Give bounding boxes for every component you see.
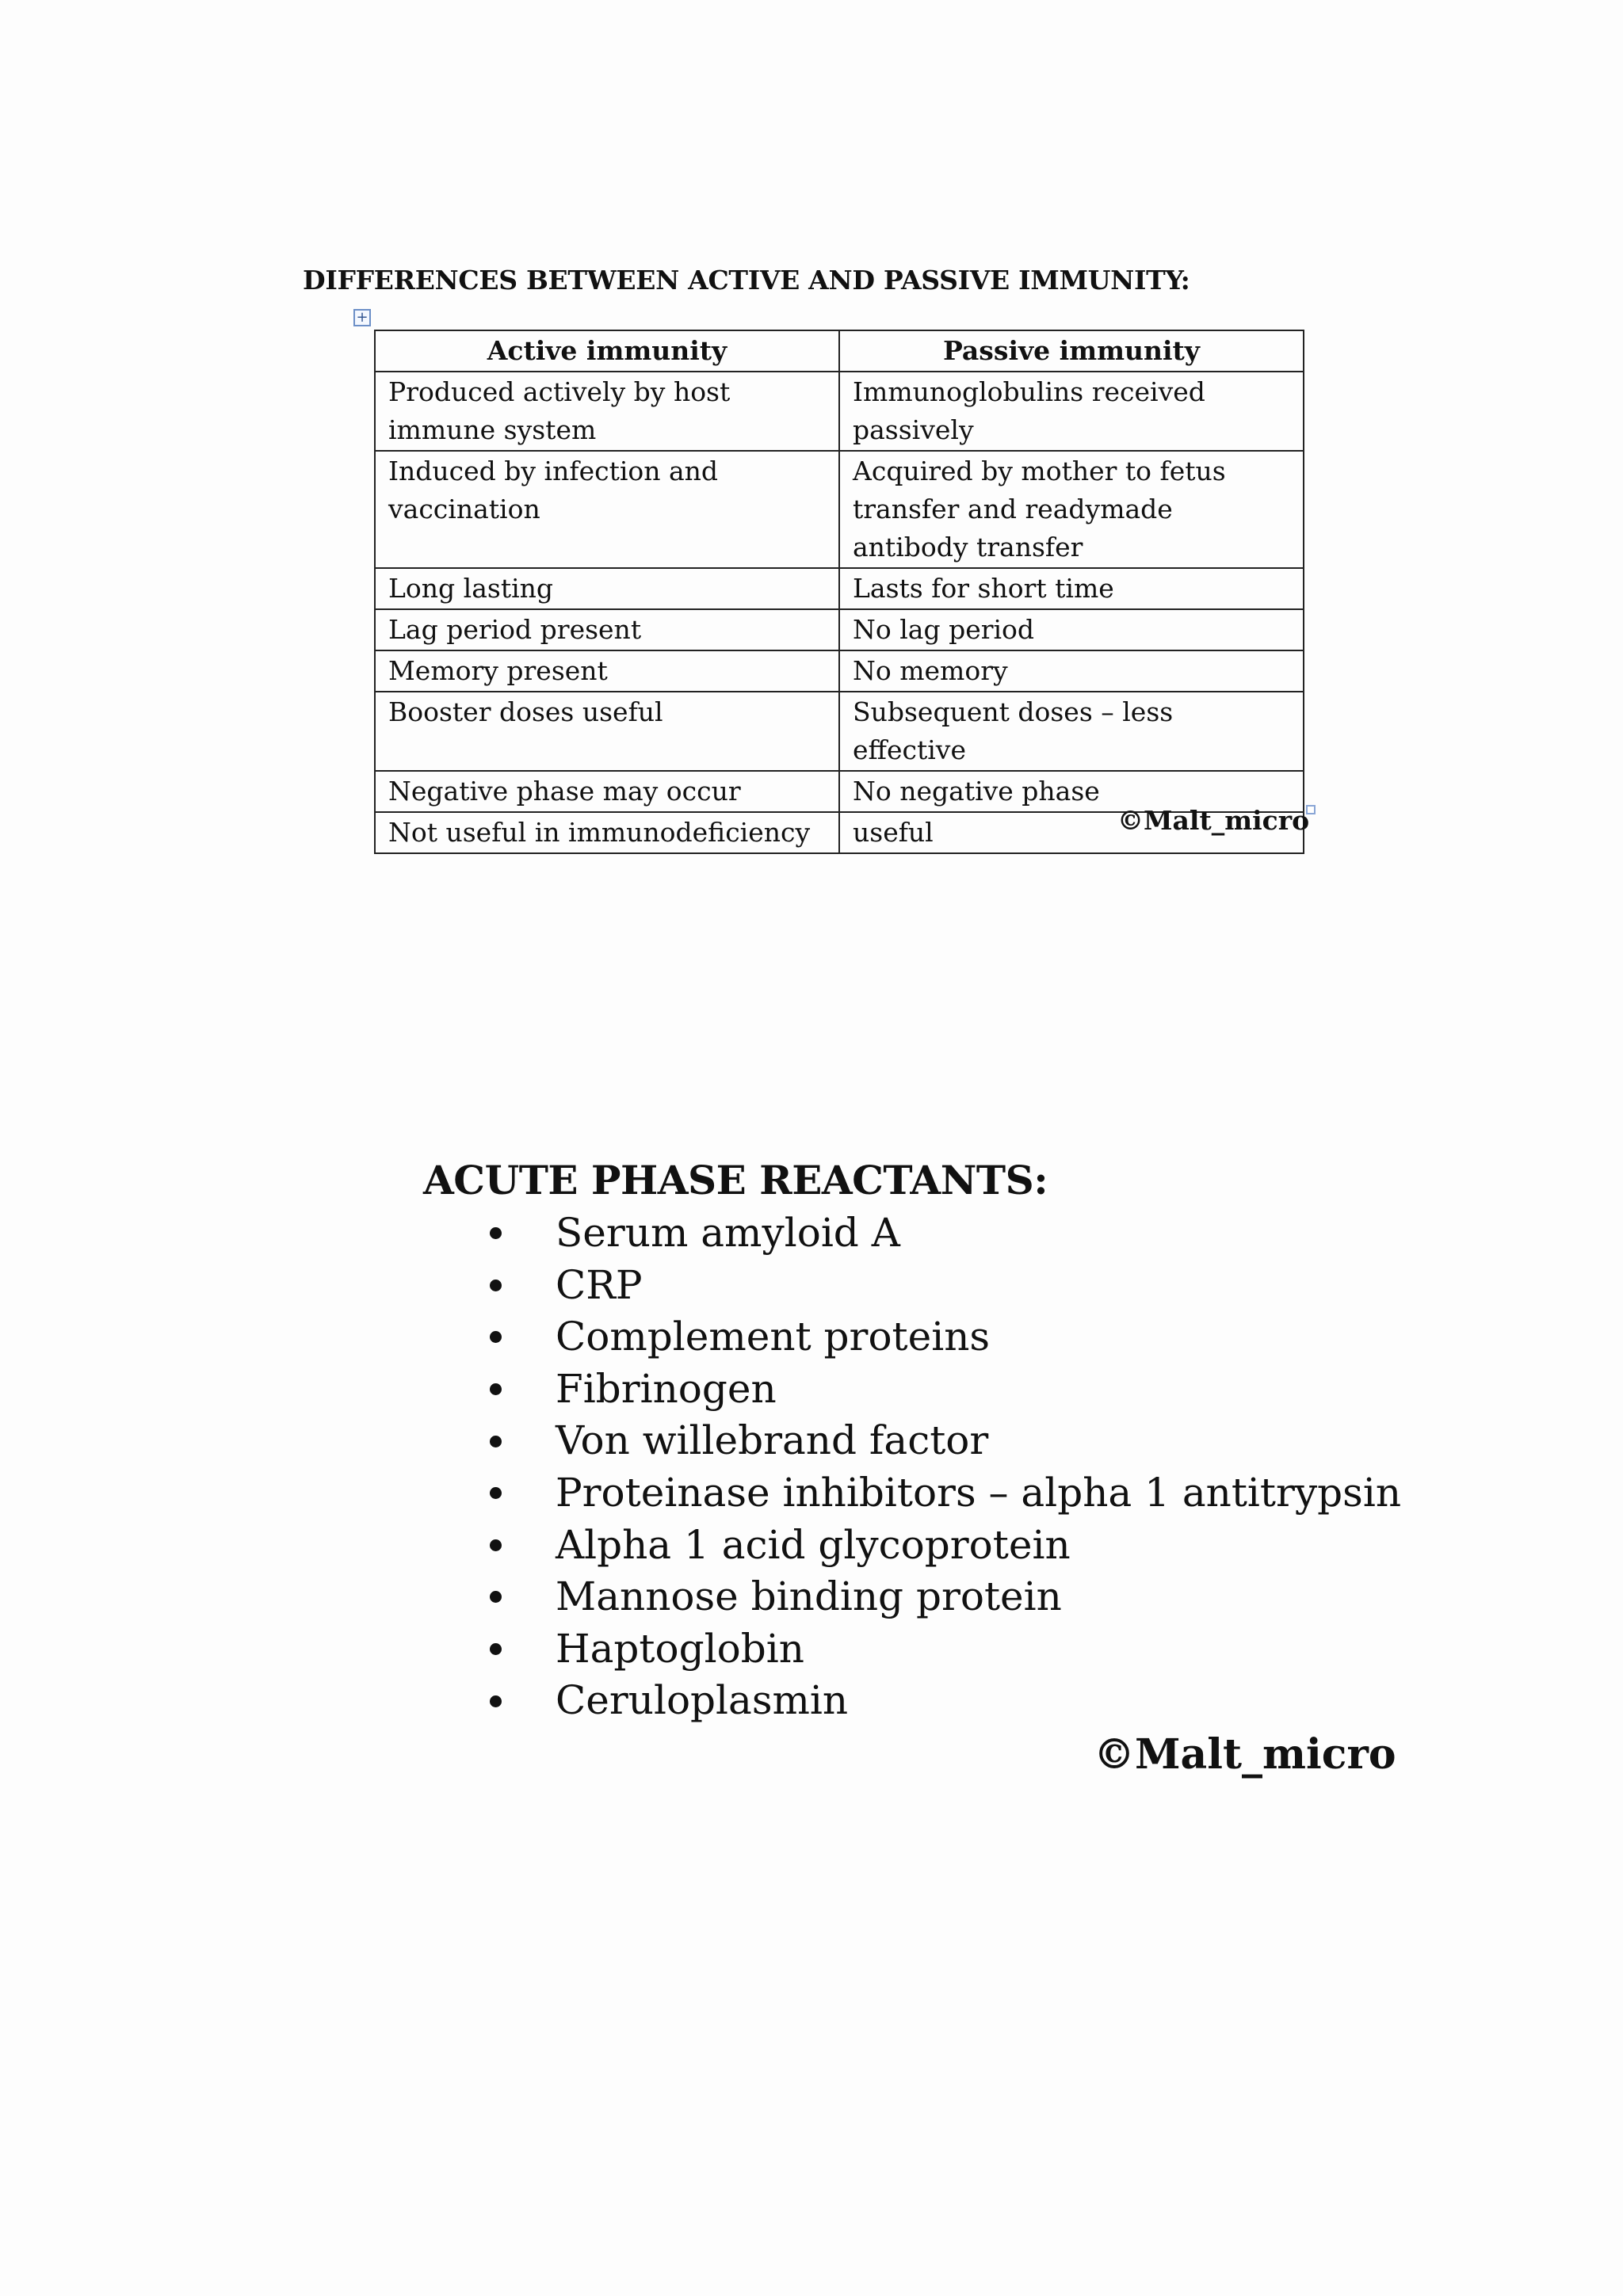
move-cross-icon[interactable]: + — [353, 309, 371, 326]
list-item: Complement proteins — [483, 1311, 1401, 1363]
bullet-icon — [490, 1643, 502, 1655]
acute-phase-list — [483, 1207, 1401, 1727]
bullet-icon — [490, 1383, 502, 1395]
table-header-row — [375, 330, 1304, 372]
table-row — [375, 372, 1304, 451]
table-cell: Booster doses useful — [375, 692, 839, 771]
table-cell: Acquired by mother to fetus transfer and readymade antibody transfer — [839, 451, 1304, 568]
table-cell: Induced by infection and vaccination — [375, 451, 839, 568]
bullet-icon — [490, 1331, 502, 1343]
bullet-icon — [490, 1539, 502, 1551]
bullet-icon — [490, 1227, 502, 1239]
table-row — [375, 609, 1304, 650]
table-cell: Lasts for short time — [839, 568, 1304, 609]
list-item: Von willebrand factor — [483, 1415, 1401, 1467]
bullet-icon — [490, 1280, 502, 1291]
table-row — [375, 692, 1304, 771]
table-row — [375, 568, 1304, 609]
bullet-icon — [490, 1695, 502, 1707]
list-item: Fibrinogen — [483, 1363, 1401, 1416]
immunity-comparison-table — [374, 330, 1304, 854]
bullet-icon — [490, 1436, 502, 1447]
table-row — [375, 650, 1304, 692]
table-cell: No lag period — [839, 609, 1304, 650]
table-cell: Lag period present — [375, 609, 839, 650]
table-cell: Immunoglobulins received passively — [839, 372, 1304, 451]
section-title-immunity: DIFFERENCES BETWEEN ACTIVE AND PASSIVE IMMUNITY: — [303, 265, 1190, 296]
bullet-icon — [490, 1487, 502, 1499]
header-passive: Passive immunity — [839, 330, 1304, 372]
list-item: Serum amyloid A — [483, 1207, 1401, 1260]
list-item: Proteinase inhibitors – alpha 1 antitrypsin — [483, 1467, 1401, 1520]
list-item: Ceruloplasmin — [483, 1675, 1401, 1727]
table-cell: Memory present — [375, 650, 839, 692]
list-item: Alpha 1 acid glycoprotein — [483, 1520, 1401, 1572]
list-item: Haptoglobin — [483, 1623, 1401, 1676]
table-cell: Long lasting — [375, 568, 839, 609]
table-cell: No negative phase — [839, 771, 1304, 812]
list-item: Mannose binding protein — [483, 1571, 1401, 1623]
table-cell: Not useful in immunodeficiency — [375, 812, 839, 853]
copyright-label: ©Malt_micro — [1117, 805, 1310, 836]
table-row — [375, 451, 1304, 568]
table-cell: Negative phase may occur — [375, 771, 839, 812]
copyright-label-large: ©Malt_micro — [1094, 1730, 1396, 1779]
list-item: CRP — [483, 1260, 1401, 1312]
table-cell: No memory — [839, 650, 1304, 692]
table-cell: useful — [839, 812, 1304, 853]
table-cell: Produced actively by host immune system — [375, 372, 839, 451]
table-cell: Subsequent doses – less effective — [839, 692, 1304, 771]
section-title-acute-phase: ACUTE PHASE REACTANTS: — [423, 1157, 1048, 1203]
header-active: Active immunity — [375, 330, 839, 372]
bullet-icon — [490, 1591, 502, 1603]
